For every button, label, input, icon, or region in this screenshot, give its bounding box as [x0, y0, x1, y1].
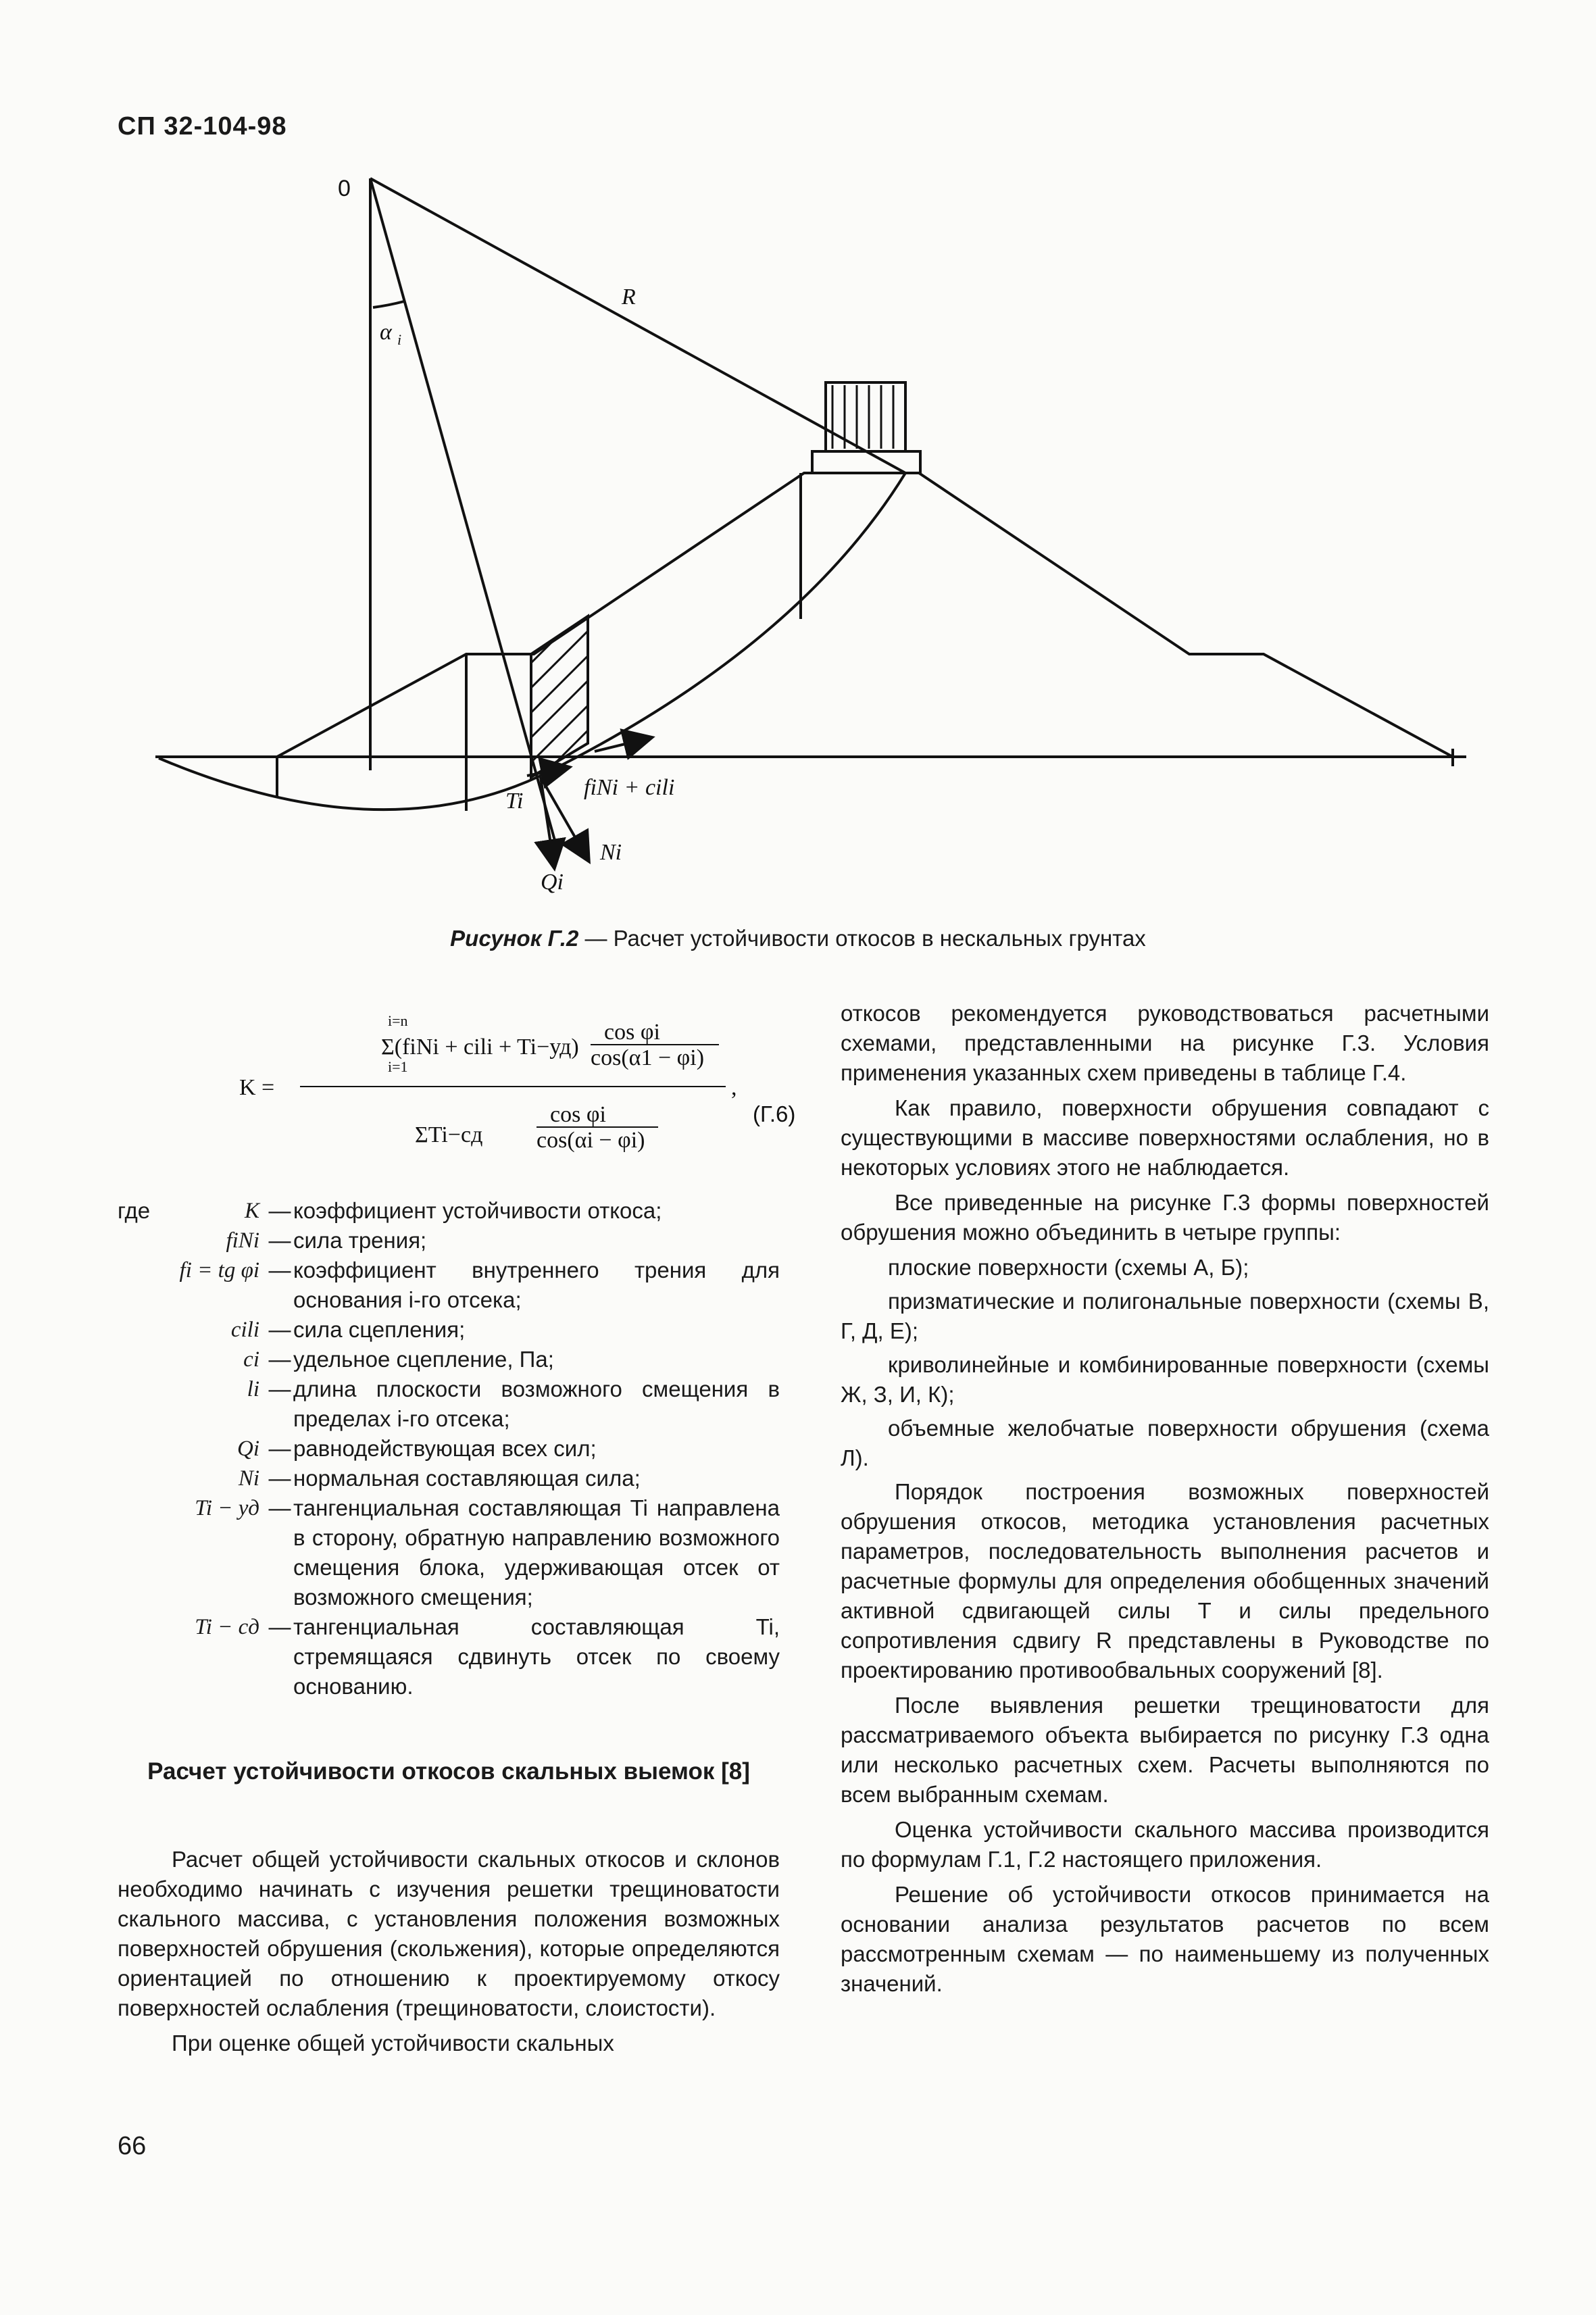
definition: нормальная составляющая сила; [293, 1466, 641, 1491]
definition: сила сцепления; [293, 1317, 466, 1342]
formula-lower-limit: i=1 [388, 1058, 408, 1075]
paragraph: Решение об устойчивости откосов принимается на основании анализа результатов расчетов по всем рассмотренным схемам — по наименьшему из полученных значений. [841, 1882, 1489, 1996]
formula-den-frac-top: cos φi [550, 1102, 606, 1127]
load-base [812, 451, 920, 473]
normal-label: Ni [600, 840, 622, 865]
tangential-label: Ti [505, 789, 524, 814]
radius-label: R [622, 284, 636, 309]
alpha-arc [373, 301, 404, 307]
origin-label: 0 [338, 176, 351, 201]
definition: сила трения; [293, 1228, 427, 1253]
definition: длина плоскости возможного смещения в пределах i-го отсека; [293, 1376, 780, 1431]
paragraph: Порядок построения возможных поверхностей обрушения откосов, методика установления расчетных параметров, последовательность выполнения расчетов и расчетные формулы для определения обобщенных значений активной сдвигающей силы Т и силы предельного сопротивления сдвигу R представлены в Руководстве по проектированию противообвальных сооружений [8]. [841, 1479, 1489, 1683]
paragraph: Как правило, поверхности обрушения совпадают с существующими в массиве поверхностями ослабления, но в некоторых условиях этого не наблюдается. [841, 1095, 1489, 1180]
symbol: Ti − уд [195, 1496, 259, 1520]
formula-num-frac-bottom: cos(α1 − φi) [591, 1045, 705, 1070]
definition: равнодействующая всех сил; [293, 1436, 597, 1461]
symbol: li [247, 1377, 259, 1401]
symbol-definitions: где K — коэффициент устойчивости откоса; fiNi — сила трения; fi = tg φi — коэффициент внутреннего трения для основания i-го отсека; cili — сила сцепления; ci — удельное сцепление, Па; li — длина плоскости возможного смещения в пределах i-го отсека; Qi — равнодействующая всех сил; Ni — нормальная составляющая сила; Ti − уд — тангенциальная составляющая Ti направлена в сторону, обратную направлению возможного смещения блока, удерживающая отсек от возможного смещения; Ti − сд — тангенциальная составляющая Ti, стремящаяся сдвинуть отсек по своему основанию. [118, 1196, 780, 1701]
symbol: K [244, 1199, 259, 1223]
formula-upper-limit: i=n [388, 1012, 408, 1029]
paragraph: Все приведенные на рисунке Г.3 формы поверхностей обрушения можно объединить в четыре группы: [841, 1190, 1489, 1245]
list-item: объемные желобчатые поверхности обрушения (схема Л). [841, 1416, 1489, 1470]
symbol: fiNi [226, 1228, 259, 1253]
paragraph: Расчет общей устойчивости скальных откосов и склонов необходимо начинать с изучения решетки трещиноватости скального массива, с установления положения возможных поверхностей обрушения (скольжения), которые определяются ориентацией по отношению к проектируемому откосу поверхностей ослабления (трещиноватости, слоистости). [118, 1847, 780, 2020]
figure-caption [0, 926, 1596, 951]
list-item: плоские поверхности (схемы А, Б); [888, 1255, 1249, 1280]
resistance-force-arrow [595, 738, 650, 751]
formula-lhs: K = [239, 1075, 275, 1100]
force-text-label: fiNi + cili [584, 775, 675, 800]
slope-profile [277, 473, 1453, 757]
definition: тангенциальная составляющая Ti, стремящаяся сдвинуть отсек по своему основанию. [293, 1614, 780, 1699]
formula-number: (Г.6) [753, 1101, 796, 1126]
slope-stability-diagram [0, 0, 1596, 919]
symbol: Ti − сд [195, 1615, 259, 1639]
symbol: cili [230, 1318, 259, 1342]
page-number: 66 [118, 2132, 147, 2160]
list-item: призматические и полигональные поверхности (схемы В, Г, Д, Е); [841, 1289, 1489, 1343]
alpha-sub-label: i [397, 331, 402, 348]
symbol: fi = tg φi [179, 1258, 259, 1283]
symbol: ci [243, 1347, 259, 1372]
hatched-slice [531, 616, 588, 777]
formula-numerator: Σ(fiNi + cili + Ti−уд) [381, 1035, 579, 1060]
section-title: Расчет устойчивости откосов скальных выемок [8] [147, 1758, 750, 1785]
caption-label: Рисунок Г.2 [450, 926, 579, 951]
resultant-label: Qi [541, 870, 564, 895]
paragraph: При оценке общей устойчивости скальных [172, 2031, 614, 2056]
paragraph: Оценка устойчивости скального массива производится по формулам Г.1, Г.2 настоящего приложения. [841, 1817, 1489, 1872]
formula-g6 [185, 1000, 847, 1189]
right-body-text [841, 999, 1489, 1999]
definition: тангенциальная составляющая Ti направлена в сторону, обратную направлению возможного смещения блока, удерживающая отсек от возможного смещения; [293, 1495, 780, 1610]
definition: коэффициент внутреннего трения для основания i-го отсека; [293, 1258, 780, 1312]
radius-to-slice [370, 178, 557, 850]
formula-num-frac-top: cos φi [604, 1020, 660, 1045]
document-header: СП 32-104-98 [118, 112, 287, 141]
formula-comma: , [731, 1075, 737, 1100]
definition: коэффициент устойчивости откоса; [293, 1198, 662, 1223]
formula-denominator: ΣTi−сд [415, 1122, 483, 1147]
where-lead: где [118, 1198, 151, 1223]
left-body-text [118, 1845, 780, 2064]
paragraph: После выявления решетки трещиноватости для рассматриваемого объекта выбирается по рисунку Г.3 одна или несколько расчетных схем. Расчеты выполняются по всем выбранным схемам. [841, 1693, 1489, 1807]
symbol: Ni [238, 1466, 259, 1491]
paragraph: откосов рекомендуется руководствоваться расчетными схемами, представленными на рисунке Г.3. Условия применения указанных схем приведены в таблице Г.4. [841, 1001, 1489, 1085]
list-item: криволинейные и комбинированные поверхности (схемы Ж, З, И, К); [841, 1352, 1489, 1407]
right-column [841, 999, 1489, 2004]
symbol: Qi [237, 1437, 259, 1461]
definition: удельное сцепление, Па; [293, 1347, 554, 1372]
formula-den-frac-bottom: cos(αi − φi) [537, 1128, 645, 1153]
alpha-label: α [380, 320, 392, 345]
caption-text: — Расчет устойчивости откосов в нескальных грунтах [578, 926, 1146, 951]
